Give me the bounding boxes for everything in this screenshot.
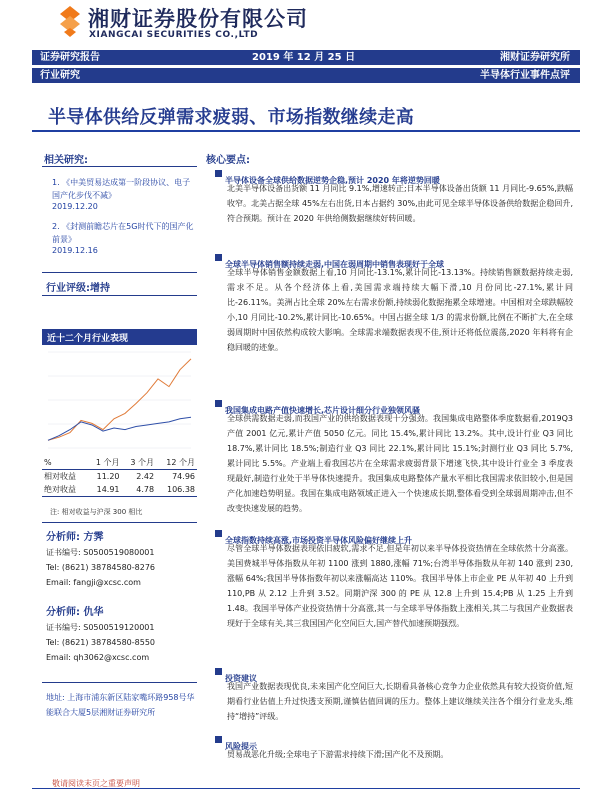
section-heading: 我国集成电路产值快速增长,芯片设计细分行业独领风骚 (215, 398, 575, 411)
table-cell: 74.96 (172, 472, 195, 481)
section (215, 666, 575, 724)
sidebar-divider (42, 522, 197, 523)
section-body: 全球半导体销售金额数据上看,10 月同比-13.1%,累计同比-13.13%。持续销售额数据持续走弱,需求不足。从各个经济体上看,美国需求端持续大幅下滑,10 月份同比-27.1%,累计同比-26.11%。美洲占比全球 20%左右需求份额,持续弱化数据拖累全球增速。中国相对全球跌幅较小,10 月同比-10.2%,累计同比-10.65%。中国占据全球 1/3 的需求份额,比例在不断扩大,在全球弱周期时中国依然构成较大影响。全球需求端数据表现不佳,预计还将低位震荡,2020 年料将有企稳回暖的迹象。 (227, 268, 573, 352)
analyst-tel: Tel: (8621) 38784580-8550 (46, 638, 156, 647)
row-label: 绝对收益 (42, 483, 87, 497)
bullet-square-icon (215, 530, 222, 537)
section (215, 398, 575, 516)
bullet-square-icon (215, 736, 222, 743)
chart-header (42, 329, 197, 345)
bullet-square-icon (215, 170, 222, 177)
report-date: 2019 年 12 月 25 日 (252, 52, 356, 63)
table-row (42, 483, 197, 497)
section-heading: 风险提示 (215, 734, 575, 747)
bullet-square-icon (215, 254, 222, 261)
footer-disclaimer: 敬请阅读末页之重要声明 (52, 779, 140, 788)
section-heading: 全球指数持续高涨,市场投资半导体风险偏好继续上升 (215, 528, 575, 541)
sidebar-divider (42, 295, 197, 296)
analyst-tel: Tel: (8621) 38784580-8276 (46, 563, 156, 572)
section-body: 全球供需数据走弱,而我国产业的供给数据表现十分强劲。我国集成电路整体季度数据看,2019Q3 产值 2001 亿元,累计产值 5050 亿元。同比 15.4%,累计同比 13.2%。其中,设计行业 Q3 同比 18.7%,累计同比 18.5%;制造行业 Q3 同比 22.1%,累计同比 15.1%;封测行业 Q3 同比 5.7%,累计同比 5.5%。产业端上看我国芯片在全球需求疲弱背景下增速飞快,其中设计行业全 3 季度表现最好,制造行业处于半导体快速提升。我国集成电路整体产量水平相比我国需求依旧较小,但是国产化加速趋势明显。我国在集成电路领域正进入一个快速成长期,整体看受到全球弱周期冲击,但不改变快速发展的趋势。 (227, 414, 573, 513)
chart-series-line (48, 359, 191, 440)
section (215, 528, 575, 631)
table-note: 注: 相对收益与沪深 300 相比 (50, 508, 143, 516)
table-header-cell: 3 个月 (122, 456, 157, 470)
footer-divider (32, 788, 580, 789)
table-cell: 2.42 (136, 472, 155, 481)
row-label: 相对收益 (44, 472, 76, 481)
related-item[interactable]: 1. 《中美贸易达成第一阶段协议、电子国产化步伐不减》 2019.12.20 (52, 178, 191, 211)
section-body: 北美半导体设备出货额 11 月同比 9.1%,增速转正;日本半导体设备出货额 11 月同比-9.65%,跌幅收窄。北美占据全球 45%左右出货,日本占据约 30%,由此可见全球半导体设备供给数据企稳回升,符合预期。预计在 2020 年供给侧数据继续好转回暖。 (227, 184, 573, 223)
institute-name: 湘财证券研究所 (500, 52, 570, 63)
related-item[interactable]: 2. 《封测前瞻芯片在5G时代下的国产化前景》 2019.12.16 (52, 222, 194, 255)
table-header-row (42, 456, 197, 470)
page-title: 半导体供给反弹需求疲弱、市场指数继续走高 (48, 107, 414, 128)
section (215, 252, 575, 355)
company-name-en: XIANGCAI SECURITIES CO.,LTD (89, 30, 259, 40)
analyst-name: 分析师: 仇华 (46, 607, 104, 618)
performance-table (42, 456, 197, 497)
table-row (42, 470, 197, 484)
analyst-cert: 证书编号: S0500519080001 (46, 548, 155, 557)
table-header-cell: % (42, 456, 87, 470)
section-body: 贸易战恶化升级;全球电子下游需求持续下滑;国产化不及预期。 (227, 750, 449, 759)
table-cell: 14.91 (87, 483, 122, 497)
bullet-square-icon (215, 668, 222, 675)
section-body: 我国产业数据表现优良,未来国产化空间巨大,长期看具备核心竞争力企业依然具有较大投资价值,短期看行业估值上升过快透支预期,谨慎估值回调的压力。整体上建议继续关注各个细分行业龙头,维持“增持”评级。 (227, 682, 573, 721)
address: 地址: 上海市浦东新区陆家嘴环路958号华能联合大厦5层湘财证券研究所 (46, 693, 195, 717)
analyst-email[interactable]: Email: fangji@xcsc.com (46, 578, 141, 587)
bullet-square-icon (215, 400, 222, 407)
performance-chart (42, 346, 197, 454)
analyst-email[interactable]: Email: qh3062@xcsc.com (46, 653, 150, 662)
header-bar-bottom (32, 68, 580, 83)
company-logo-icon (58, 4, 82, 38)
core-points-title: 核心要点: (206, 155, 250, 166)
section-heading: 半导体设备全球供给数据逆势企稳,预计 2020 年将逆势回暖 (215, 168, 575, 181)
section-body: 尽管全球半导体数据表现依旧疲软,需求不足,但是年初以来半导体投资热情在全球依然十分高涨。美国费城半导体指数从年初 1100 涨到 1880,涨幅 71%;台湾半导体指数从年初 140 涨到 230,涨幅 64%;我国半导体指数年初以来涨幅高达 110%。我国半导体上市企业 PE 从年初 40 上升到 110,PB 从 2.12 上升到 3.52。同期沪深 300 的 PE 从 12.8 上升到 15.4;PB 从 1.25 上升到 1.48。我国半导体产业投资热情十分高涨,其一与全球半导体指数上涨相关,其二与我国产业数据表现好于全球有关,其三我国国产化空间巨大,国产替代加速预期强烈。 (227, 544, 573, 628)
company-name-cn: 湘财证券股份有限公司 (88, 7, 308, 31)
analyst-name: 分析师: 方霁 (46, 532, 104, 543)
chart-title: 近十二个月行业表现 (47, 334, 129, 344)
sidebar-divider (42, 166, 197, 167)
section (215, 734, 575, 762)
related-research-title: 相关研究: (44, 155, 88, 166)
table-header-cell: 12 个月 (156, 456, 197, 470)
section (215, 168, 575, 226)
table-cell: 11.20 (96, 472, 120, 481)
table-cell: 106.38 (156, 483, 197, 497)
header-bar-top (32, 50, 580, 65)
table-header-cell: 1 个月 (87, 456, 122, 470)
industry-rating: 行业评级:增持 (46, 283, 110, 294)
title-divider (32, 130, 580, 132)
section-heading: 全球半导体销售额持续走弱,中国在弱周期中销售表现好于全球 (215, 252, 575, 265)
analyst-block (46, 530, 155, 590)
report-category: 行业研究 (40, 70, 80, 81)
analyst-block (46, 605, 155, 665)
analyst-cert: 证书编号: S0500519120001 (46, 623, 155, 632)
sidebar-divider (42, 682, 197, 683)
chart-series-line (48, 417, 191, 440)
report-subtype: 半导体行业事件点评 (480, 70, 570, 81)
table-cell: 4.78 (122, 483, 157, 497)
section-heading: 投资建议 (215, 666, 575, 679)
report-type: 证券研究报告 (40, 52, 100, 63)
sidebar-divider (42, 272, 197, 273)
